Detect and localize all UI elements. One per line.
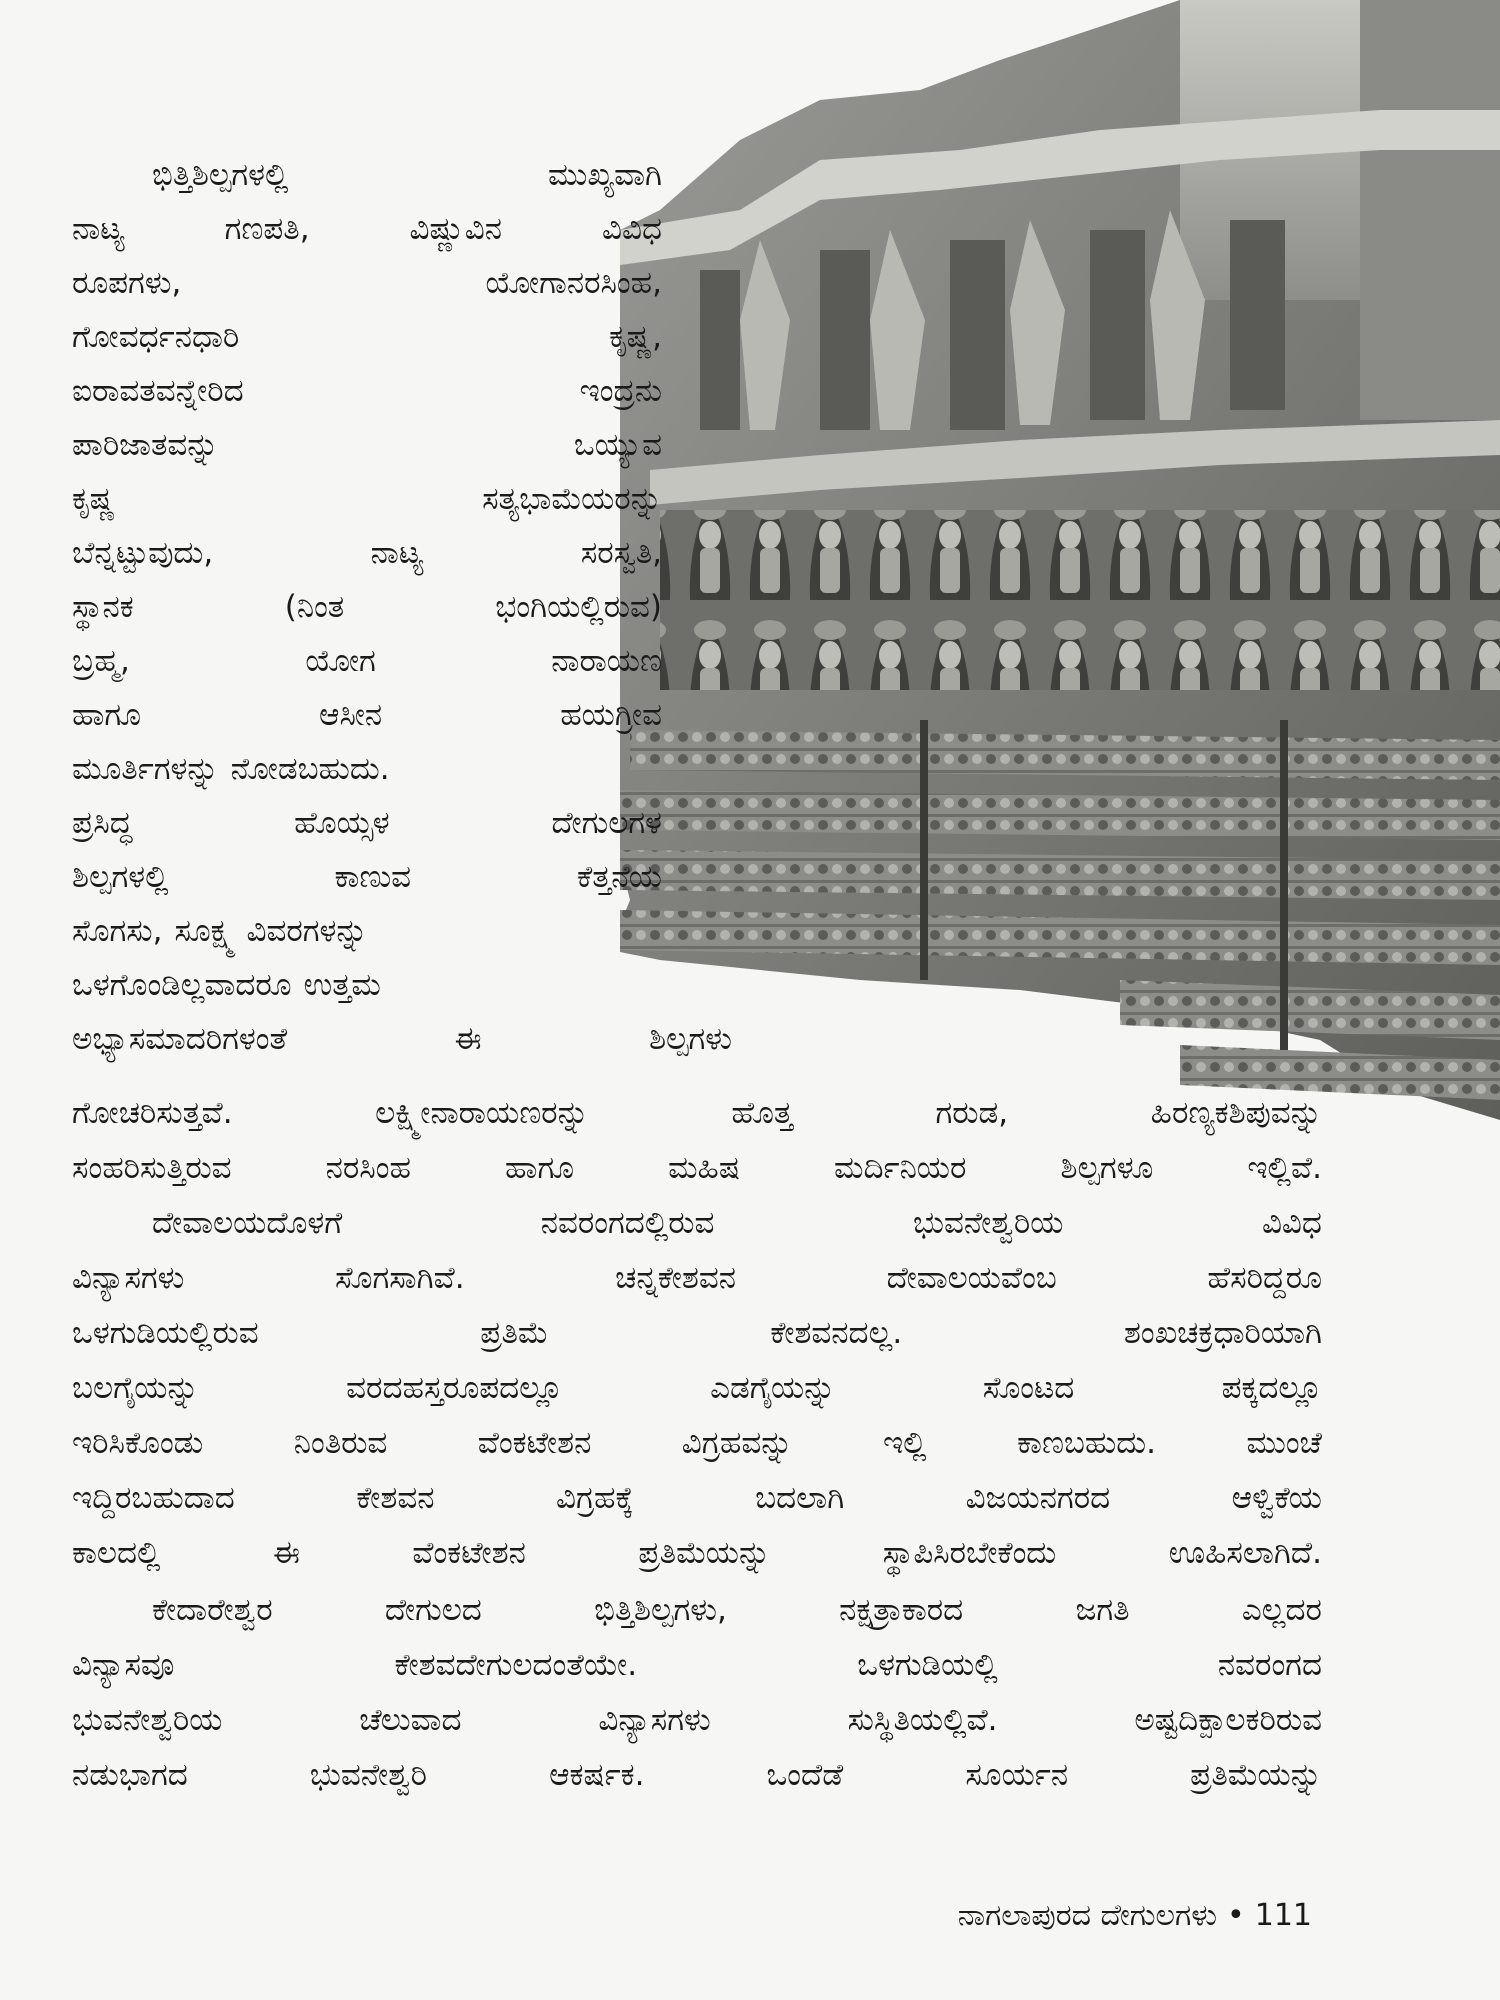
- word: ವಿಗ್ರಹಕ್ಕೆ: [555, 1480, 634, 1516]
- word: ಕೃಷ್ಣ,: [609, 319, 662, 355]
- word: (ನಿಂತ: [284, 589, 345, 625]
- word: ಇಲ್ಲಿ: [883, 1425, 927, 1461]
- word: ಉತ್ತಮ: [303, 967, 381, 1003]
- word: ನಡುಭಾಗದ: [72, 1757, 188, 1793]
- text-line: [72, 1583, 1322, 1638]
- text-line: [72, 310, 662, 364]
- word: ಹೊಯ್ಸಳ: [294, 805, 390, 841]
- word: ಪಾರಿಜಾತವನ್ನು: [72, 427, 219, 463]
- word: ಚನ್ನಕೇಶವನ: [615, 1260, 737, 1296]
- word: ಕೃಷ್ಣ: [72, 481, 116, 517]
- word: ಕಾಣಬಹುದು.: [1017, 1425, 1157, 1461]
- word: ಪಕ್ಕದಲ್ಲೂ: [1221, 1370, 1322, 1406]
- word: ಸತ್ಯಭಾಮೆಯರನ್ನು: [482, 481, 662, 517]
- temple-wall-photo: [620, 0, 1500, 1120]
- word: ವಿಗ್ರಹವನ್ನು: [681, 1425, 793, 1461]
- word: ನಾಟ್ಯ: [72, 211, 125, 247]
- word: ಐರಾವತವನ್ನೇರಿದ: [72, 373, 244, 409]
- word: ಹೆಸರಿದ್ದರೂ: [1207, 1260, 1322, 1296]
- word: ಆಸೀನ: [319, 697, 383, 733]
- text-line: [72, 796, 662, 850]
- text-line: [72, 1526, 1322, 1581]
- word: ರೂಪಗಳು,: [72, 265, 182, 301]
- word: ಅಷ್ಟದಿಕ್ಪಾಲಕರಿರುವ: [1134, 1702, 1322, 1738]
- word: ಸೊಗಸಾಗಿವೆ.: [334, 1260, 465, 1296]
- word: ದೇವಾಲಯದೊಳಗೆ: [152, 1205, 343, 1241]
- text-line: [72, 1748, 1322, 1803]
- word: ವೆಂಕಟೇಶನ: [477, 1425, 592, 1461]
- word: ವಿವರಗಳನ್ನು: [246, 913, 368, 949]
- word: ಇಲ್ಲಿವೆ.: [1247, 1150, 1322, 1186]
- word: ಸುಸ್ಥಿತಿಯಲ್ಲಿವೆ.: [847, 1702, 998, 1738]
- word: ನಕ್ಷತ್ರಾಕಾರದ: [839, 1592, 964, 1628]
- word: ಭಂಗಿಯಲ್ಲಿರುವ): [495, 589, 662, 625]
- word: ಭಿತ್ತಿಶಿಲ್ಪಗಳಲ್ಲಿ: [152, 157, 289, 193]
- text-line: [72, 958, 662, 1012]
- word: ಗೋವರ್ಧನಧಾರಿ: [72, 319, 240, 355]
- word: ಸ್ಥಾನಕ: [72, 589, 134, 625]
- word: ಶಿಲ್ಪಗಳು: [649, 1021, 732, 1057]
- word: ವಿಷ್ಣುವಿನ: [409, 211, 503, 247]
- word: ಪ್ರತಿಮೆಯನ್ನು: [638, 1535, 771, 1571]
- word: ಭುವನೇಶ್ವರಿ: [309, 1757, 428, 1793]
- word: ವಿನ್ಯಾಸಗಳು: [598, 1702, 711, 1738]
- text-line: [72, 1086, 1322, 1141]
- text-line: [72, 472, 662, 526]
- word: ಹಯಗ್ರೀವ: [560, 697, 662, 733]
- word: ಹಾಗೂ: [72, 697, 141, 733]
- word: ಬದಲಾಗಿ: [755, 1480, 845, 1516]
- word: ನಾರಾಯಣ: [551, 643, 662, 679]
- word: ಮುಂಚೆ: [1246, 1425, 1322, 1461]
- word: ಆಕರ್ಷಕ.: [549, 1757, 645, 1793]
- word: ಶಿಲ್ಪಗಳಲ್ಲಿ: [72, 859, 169, 895]
- word: ಕೇಶವನದಲ್ಲ.: [770, 1315, 903, 1351]
- word: ಕೇಶವನ: [356, 1480, 435, 1516]
- word: ಕೇದಾರೇಶ್ವರ: [152, 1592, 273, 1628]
- word: ನರಸಿಂಹ: [325, 1150, 411, 1186]
- paragraph-1-wrapped: [72, 148, 732, 1066]
- word: ಶಿಲ್ಪಗಳೂ: [1060, 1150, 1154, 1186]
- word: ಸೊಂಟದ: [982, 1370, 1075, 1406]
- word: ಇದ್ದಿರಬಹುದಾದ: [72, 1480, 235, 1516]
- text-line: [72, 256, 662, 310]
- word: ವಿವಿಧ: [1261, 1205, 1322, 1241]
- word: ನಾಟ್ಯ: [370, 535, 424, 571]
- word: ಒಳಗೊಂಡಿಲ್ಲವಾದರೂ: [72, 967, 292, 1003]
- word: ದೇಗುಲಗಳ: [551, 805, 662, 841]
- text-line: [72, 580, 662, 634]
- text-line: [72, 418, 662, 472]
- text-line: [72, 1251, 1322, 1306]
- running-title: ನಾಗಲಾಪುರದ ದೇಗುಲಗಳು: [957, 1898, 1218, 1933]
- word: ಬಲಗೈಯನ್ನು: [72, 1370, 199, 1406]
- text-line: [72, 1638, 1322, 1693]
- word: ಬೆನ್ನಟ್ಟುವುದು,: [72, 535, 214, 571]
- word: ನಿಂತಿರುವ: [293, 1425, 388, 1461]
- text-line: [72, 1361, 1322, 1416]
- text-line: [72, 526, 662, 580]
- word: ಹಿರಣ್ಯಕಶಿಪುವನ್ನು: [1150, 1095, 1322, 1131]
- footer-separator: •: [1227, 1898, 1245, 1933]
- text-line: [72, 1141, 1322, 1196]
- word: ದೇಗುಲದ: [384, 1592, 482, 1628]
- word: ಲಕ್ಷ್ಮೀನಾರಾಯಣರನ್ನು: [375, 1095, 589, 1131]
- word: ವಿನ್ಯಾಸವೂ: [72, 1647, 175, 1683]
- text-line: [72, 634, 662, 688]
- text-line: [72, 1306, 1322, 1361]
- word: ಕೆತ್ತನೆಯ: [577, 859, 662, 895]
- word: ಎಲ್ಲದರ: [1241, 1592, 1322, 1628]
- word: ಒಯ್ಯುವ: [573, 427, 662, 463]
- word: ಭುವನೇಶ್ವರಿಯ: [72, 1702, 223, 1738]
- page-footer: [958, 1898, 1312, 1933]
- word: ಕೇಶವದೇಗುಲದಂತೆಯೇ.: [394, 1647, 638, 1683]
- word: ನೋಡಬಹುದು.: [230, 751, 390, 787]
- text-line: [72, 364, 662, 418]
- word: ವಿನ್ಯಾಸಗಳು: [72, 1260, 185, 1296]
- text-line: [72, 904, 662, 958]
- word: ಸೂರ್ಯನ: [965, 1757, 1069, 1793]
- text-line: [72, 742, 662, 796]
- word: ಮೂರ್ತಿಗಳನ್ನು: [72, 751, 219, 787]
- text-line: [72, 1416, 1322, 1471]
- paragraph-2: [72, 1196, 1322, 1581]
- word: ಬ್ರಹ್ಮ,: [72, 643, 130, 679]
- page-number: 111: [1254, 1898, 1312, 1933]
- paragraph-1-continuation: [72, 1086, 1322, 1196]
- word: ಗಣಪತಿ,: [224, 211, 310, 247]
- text-line: [72, 202, 662, 256]
- word: ವಿವಿಧ: [601, 211, 662, 247]
- word: ಗೋಚರಿಸುತ್ತವೆ.: [72, 1095, 233, 1131]
- word: ಪ್ರತಿಮೆ: [480, 1315, 549, 1351]
- word: ಭುವನೇಶ್ವರಿಯ: [912, 1205, 1064, 1241]
- text-line: [72, 1012, 732, 1066]
- word: ವೆಂಕಟೇಶನ: [412, 1535, 526, 1571]
- word: ಇಂದ್ರನು: [579, 373, 662, 409]
- word: ಹೊತ್ತ: [731, 1095, 793, 1131]
- word: ಮಹಿಷ: [668, 1150, 740, 1186]
- word: ಯೋಗ: [305, 643, 376, 679]
- word: ಕಾಣುವ: [334, 859, 412, 895]
- word: ನವರಂಗದ: [1217, 1647, 1322, 1683]
- word: ಸಂಹರಿಸುತ್ತಿರುವ: [72, 1150, 232, 1186]
- paragraph-3: [72, 1583, 1322, 1803]
- word: ನವರಂಗದಲ್ಲಿರುವ: [540, 1205, 715, 1241]
- word: ಭಿತ್ತಿಶಿಲ್ಪಗಳು,: [594, 1592, 727, 1628]
- word: ಈ: [272, 1535, 300, 1571]
- word: ಊಹಿಸಲಾಗಿದೆ.: [1168, 1535, 1322, 1571]
- word: ಸೂಕ್ಷ್ಮ: [174, 913, 235, 949]
- word: ಗರುಡ,: [935, 1095, 1009, 1131]
- text-line: [72, 148, 662, 202]
- word: ದೇವಾಲಯವೆಂಬ: [886, 1260, 1057, 1296]
- word: ಹಾಗೂ: [505, 1150, 575, 1186]
- word: ಯೋಗಾನರಸಿಂಹ,: [485, 265, 662, 301]
- text-line: [72, 850, 662, 904]
- word: ಪ್ರಸಿದ್ಧ: [72, 805, 133, 841]
- word: ಆಳ್ವಿಕೆಯ: [1231, 1480, 1322, 1516]
- word: ವಿಜಯನಗರದ: [965, 1480, 1111, 1516]
- word: ವರದಹಸ್ತರೂಪದಲ್ಲೂ: [346, 1370, 563, 1406]
- word: ಮರ್ದಿನಿಯರ: [834, 1150, 967, 1186]
- word: ಒಂದೆಡೆ: [766, 1757, 844, 1793]
- text-line: [72, 688, 662, 742]
- word: ಕಾಲದಲ್ಲಿ: [72, 1535, 161, 1571]
- text-line: [72, 1471, 1322, 1526]
- word: ಸರಸ್ವತಿ,: [580, 535, 662, 571]
- text-line: [72, 1196, 1322, 1251]
- word: ಜಗತಿ: [1075, 1592, 1130, 1628]
- word: ಶಂಖಚಕ್ರಧಾರಿಯಾಗಿ: [1123, 1315, 1322, 1351]
- word: ಒಳಗುಡಿಯಲ್ಲಿ: [857, 1647, 998, 1683]
- word: ಅಭ್ಯಾಸಮಾದರಿಗಳಂತೆ: [72, 1021, 288, 1057]
- word: ಎಡಗೈಯನ್ನು: [710, 1370, 836, 1406]
- word: ಈ: [454, 1021, 482, 1057]
- word: ಸ್ಥಾಪಿಸಿರಬೇಕೆಂದು: [882, 1535, 1057, 1571]
- word: ಚೆಲುವಾದ: [359, 1702, 462, 1738]
- text-line: [72, 1693, 1322, 1748]
- word: ಮುಖ್ಯವಾಗಿ: [548, 157, 662, 193]
- word: ಒಳಗುಡಿಯಲ್ಲಿರುವ: [72, 1315, 259, 1351]
- word: ಪ್ರತಿಮೆಯನ್ನು: [1190, 1757, 1322, 1793]
- word: ಇರಿಸಿಕೊಂಡು: [72, 1425, 204, 1461]
- word: ಸೊಗಸು,: [72, 913, 163, 949]
